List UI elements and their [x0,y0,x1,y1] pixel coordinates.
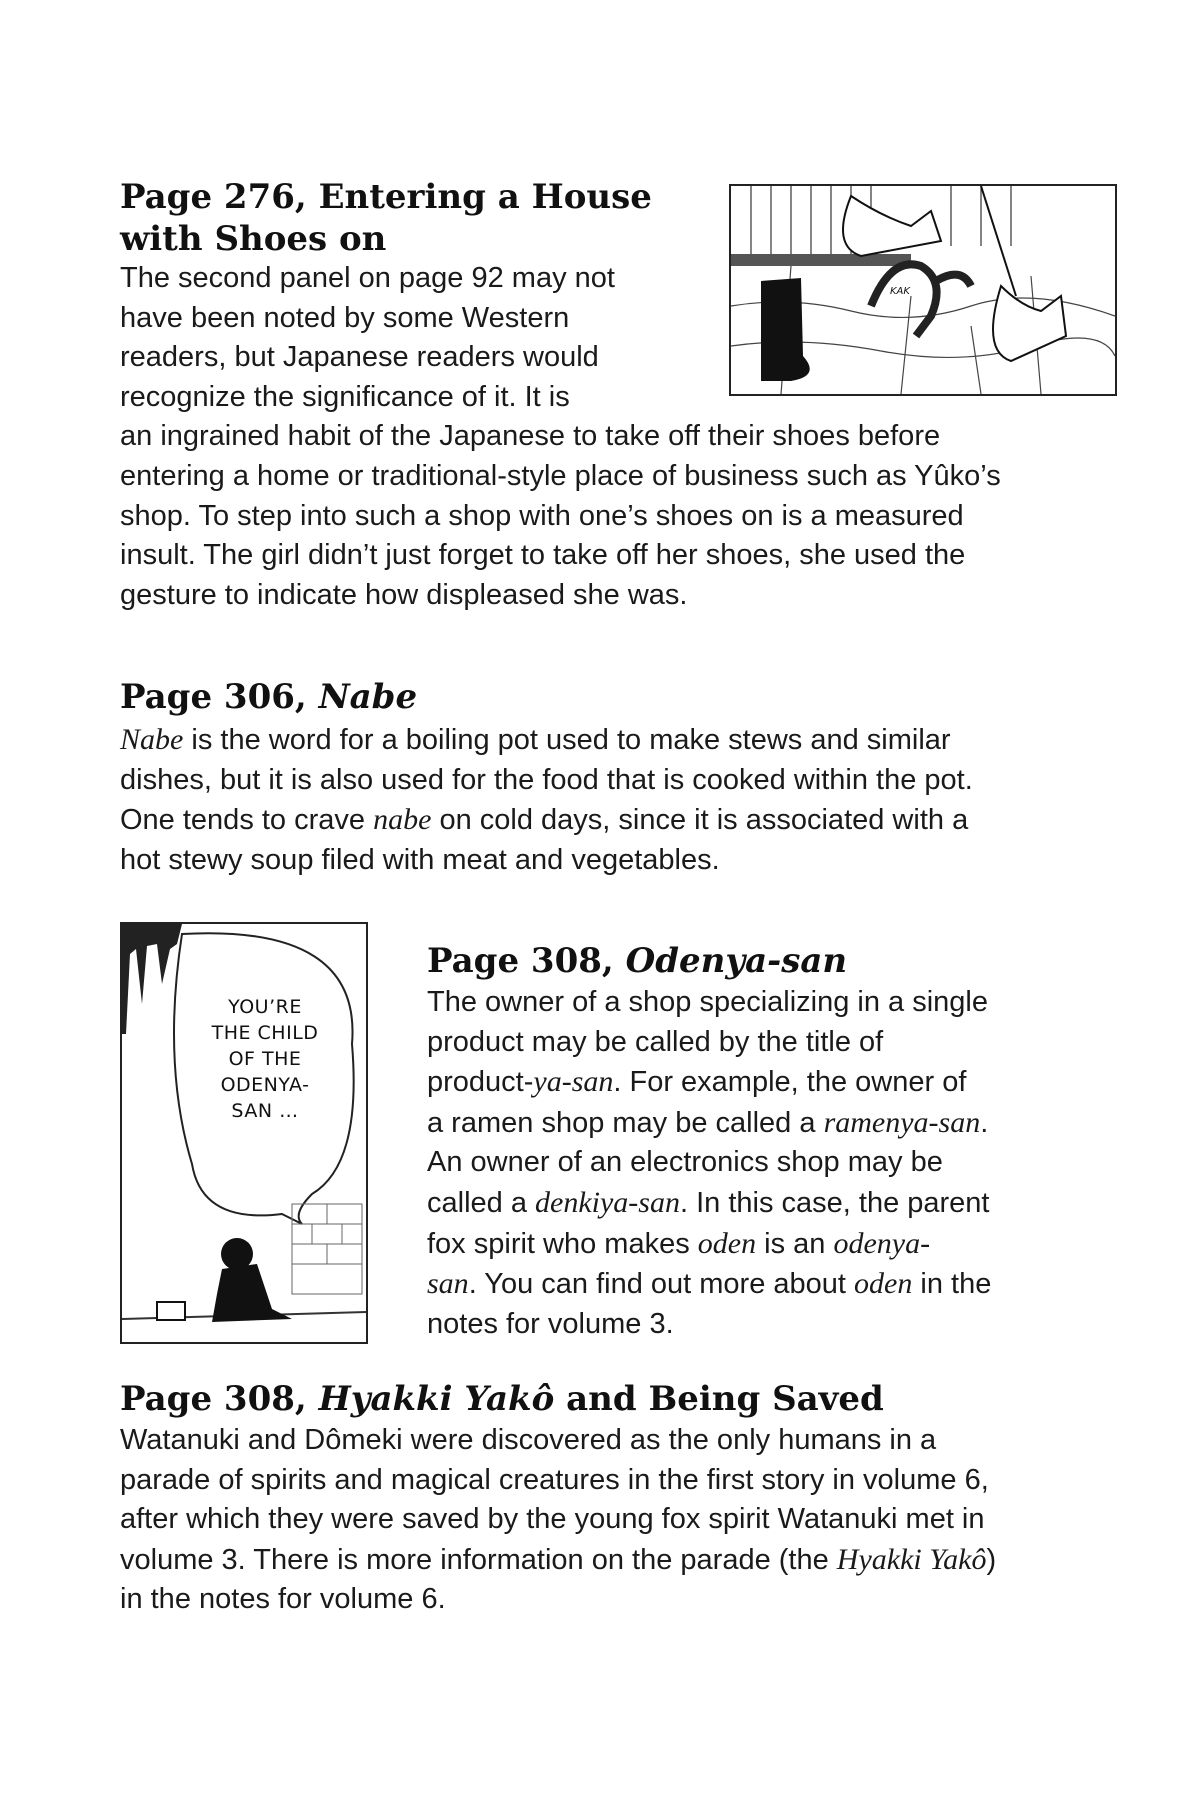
speech-bubble-text: YOU’RE THE CHILD OF THE ODENYA- SAN … [211,996,319,1122]
sfx-label: KAK [890,286,910,297]
section-heading-odenya-san: Page 308, Odenya-san [427,941,848,981]
section-body-hyakki-yako: Watanuki and Dômeki were discovered as the only humans in a parade of spirits and magical creatures in the first story in volume 6, after which they were saved by the young fox spirit Watanuki met in volume 3. There is more information on the parade (the Hyakki Yakô) in the notes for volume 6. [120,1424,997,1616]
section-heading-hyakki-yako: Page 308, Hyakki Yakô and Being Saved [120,1379,884,1419]
section-heading-entering-house: Page 276, Entering a House with Shoes on [120,177,652,259]
section-body-odenya-san: The owner of a shop specializing in a single product may be called by the title of product-ya-san. For example, the owner of a ramen shop may be called a ramenya-san. An owner of an electronics shop may be called a denkiya-san. In this case, the parent fox spirit who makes oden is an odenya- san. You can find out more about oden in the notes for volume 3. [427,986,992,1340]
manga-panel-shoes [729,184,1117,396]
manga-panel-odenya [120,922,368,1344]
section-body-nabe: Nabe is the word for a boiling pot used to make stews and similar dishes, but it is also used for the food that is cooked within the pot. One tends to crave nabe on cold days, since it is associated with a hot stewy soup filed with meat and vegetables. [120,723,973,876]
section-body-entering-house: The second panel on page 92 may not have been noted by some Western readers, but Japanese readers would recognize the significance of it. It is an ingrained habit of the Japanese to take off their shoes before entering a home or traditional-style place of business such as Yûko’s shop. To step into such a shop with one’s shoes on is a measured insult. The girl didn’t just forget to take off her shoes, she used the gesture to indicate how displeased she was. [120,262,1001,611]
section-heading-nabe: Page 306, Nabe [120,677,418,717]
shoes-illustration [731,186,1115,394]
odenya-illustration [122,924,366,1342]
